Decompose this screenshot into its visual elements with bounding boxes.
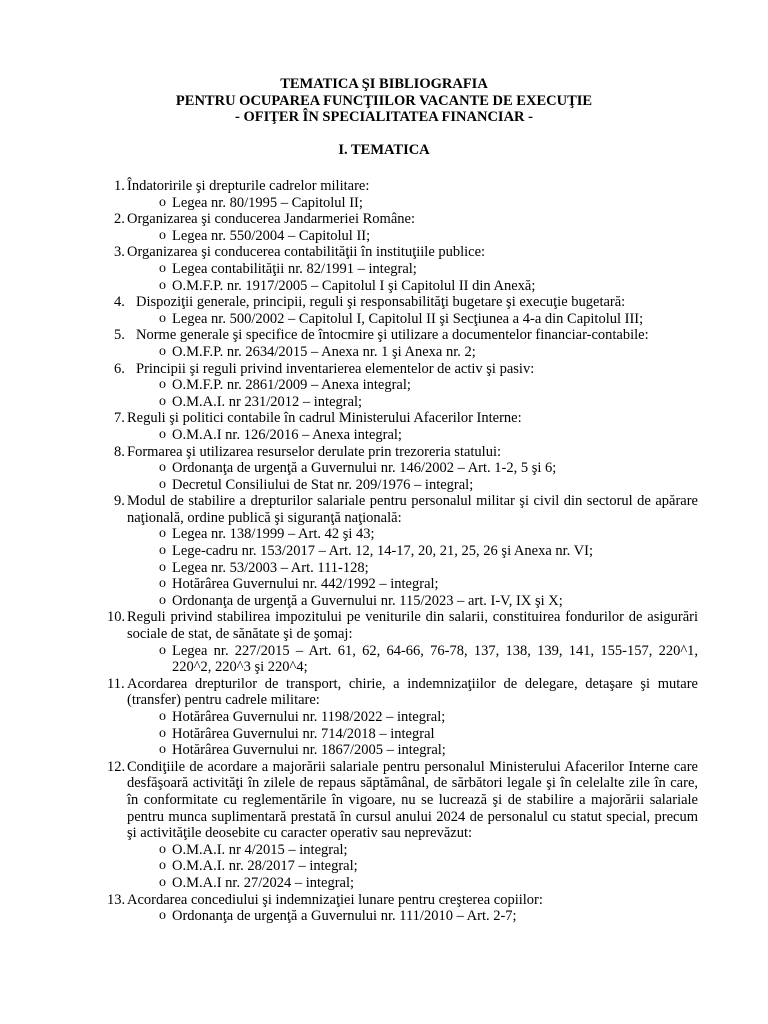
topic-list [107, 178, 698, 925]
doc-title-line-2: PENTRU OCUPAREA FUNCŢIILOR VACANTE DE EXECUŢIE [175, 93, 593, 109]
bullet-circle-icon: o [159, 908, 166, 924]
sub-item-text: Legea nr. 138/1999 – Art. 42 şi 43; [172, 526, 375, 543]
list-item [114, 361, 698, 378]
item-number: 2. [114, 211, 125, 228]
list-item: 13. Acordarea concediului şi indemnizaţiei lunare pentru creşterea copiilor: [114, 892, 698, 909]
item-number: 5. [114, 327, 125, 344]
sub-item [114, 908, 698, 925]
sub-item [114, 460, 698, 477]
sub-item-text: Legea nr. 53/2003 – Art. 111-128; [172, 559, 369, 576]
item-text: Condiţiile de acordare a majorării salariale pentru personalul Ministerului Afacerilor Interne care desfăşoară activităţi în zilele de repaus săptămânal, de sărbători legale şi în celelalte zile în care, în conformitate cu reglementările în vigoare, nu se lucrează şi de stabilire a majorării salariale pentru munca suplimentară prestată în cursul anului 2024 de personalul cu statut special, precum şi activităţile deosebite cu caracter operativ sau neprevăzut: [127, 758, 698, 842]
sub-item [114, 344, 698, 361]
sub-item [114, 576, 698, 593]
sub-item [114, 858, 698, 875]
sub-item [114, 709, 698, 726]
sub-item-text: Legea nr. 500/2002 – Capitolul I, Capitolul II şi Secţiunea a 4-a din Capitolul III; [172, 310, 644, 327]
sub-item [114, 842, 698, 859]
list-item: 10. Reguli privind stabilirea impozitului pe veniturile din salarii, constituirea fondurilor de asigurări sociale de stat, de sănătate şi de şomaj: [107, 609, 698, 643]
item-number: 9. [114, 493, 125, 510]
sub-item [114, 543, 698, 560]
sub-item-text: O.M.A.I nr. 126/2016 – Anexa integral; [172, 426, 402, 443]
sub-item-text: O.M.F.P. nr. 2634/2015 – Anexa nr. 1 şi Anexa nr. 2; [172, 343, 476, 360]
bullet-circle-icon: o [159, 393, 166, 409]
sub-item-text: Legea nr. 227/2015 – Art. 61, 62, 64-66, 76-78, 137, 138, 139, 141, 155-157, 220^1, 220^2, 220^3 şi 220^4; [172, 642, 698, 676]
bullet-circle-icon: o [159, 725, 166, 741]
bullet-circle-icon: o [159, 476, 166, 492]
sub-item-text: O.M.A.I nr. 27/2024 – integral; [172, 874, 355, 891]
item-number: 4. [114, 294, 125, 311]
sub-item [114, 278, 698, 295]
section-title: I. TEMATICA [338, 142, 430, 158]
bullet-circle-icon: o [159, 543, 166, 559]
sub-item [114, 427, 698, 444]
sub-item [114, 643, 698, 676]
item-text: Acordarea concediului şi indemnizaţiei lunare pentru creşterea copiilor: [127, 891, 543, 908]
item-text: Principii şi reguli privind inventarierea elementelor de activ şi pasiv: [136, 360, 535, 377]
item-text: Organizarea şi conducerea Jandarmeriei Române: [127, 211, 415, 228]
bullet-circle-icon: o [159, 858, 166, 874]
item-number: 6. [114, 360, 125, 377]
sub-item [114, 394, 698, 411]
sub-item [114, 228, 698, 245]
bullet-circle-icon: o [159, 260, 166, 276]
bullet-circle-icon: o [159, 592, 166, 608]
list-item: 11. Acordarea drepturilor de transport, chirie, a indemnizaţiilor de delegare, detaşare şi mutare (transfer) pentru cadrele militare: [107, 675, 698, 709]
bullet-circle-icon: o [159, 559, 166, 575]
sub-item [114, 593, 698, 610]
item-text: Reguli privind stabilirea impozitului pe veniturile din salarii, constituirea fondurilor de asigurări sociale de stat, de sănătate şi de şomaj: [127, 609, 698, 643]
list-item [114, 493, 698, 526]
sub-item-text: Ordonanţa de urgenţă a Guvernului nr. 146/2002 – Art. 1-2, 5 şi 6; [172, 460, 557, 477]
list-item [114, 178, 698, 195]
item-text: Norme generale şi specifice de întocmire şi utilizare a documentelor financiar-contabile: [136, 327, 649, 344]
doc-title-line-3: - OFIŢER ÎN SPECIALITATEA FINANCIAR - [235, 109, 533, 125]
bullet-circle-icon: o [159, 194, 166, 210]
item-number: 1. [114, 178, 125, 194]
item-number: 8. [114, 443, 125, 460]
sub-item [114, 377, 698, 394]
bullet-circle-icon: o [159, 874, 166, 890]
sub-item-text: Lege-cadru nr. 153/2017 – Art. 12, 14-17, 20, 21, 25, 26 şi Anexa nr. VI; [172, 543, 593, 560]
bullet-circle-icon: o [159, 310, 166, 326]
sub-item-text: Hotărârea Guvernului nr. 1198/2022 – integral; [172, 709, 446, 725]
bullet-circle-icon: o [159, 377, 166, 393]
sub-item-text: O.M.A.I. nr 231/2012 – integral; [172, 393, 363, 410]
item-text: Formarea şi utilizarea resurselor derulate prin trezoreria statului: [127, 443, 502, 460]
sub-item-text: Hotărârea Guvernului nr. 714/2018 – integral [172, 725, 435, 742]
list-item: 12. Condiţiile de acordare a majorării salariale pentru personalul Ministerului Afacerilor Interne care desfăşoară activităţi în zilele de repaus săptămânal, de sărbători legale şi în celelalte zile în care, în conformitate cu reglementările în vigoare, nu se lucrează şi de stabilire a majorării salariale pentru munca suplimentară prestată în cursul anului 2024 de personalul cu statut special, precum şi activităţile deosebite cu caracter operativ sau neprevăzut: [107, 758, 698, 842]
item-text: Dispoziţii generale, principii, reguli şi responsabilităţi bugetare şi execuţie bugetară: [136, 294, 626, 311]
sub-item-text: Legea contabilităţii nr. 82/1991 – integral; [172, 260, 417, 277]
sub-item-text: O.M.F.P. nr. 2861/2009 – Anexa integral; [172, 377, 411, 394]
sub-item [114, 742, 698, 759]
doc-title-line-1: TEMATICA ŞI BIBLIOGRAFIA [280, 76, 488, 92]
list-item [114, 244, 698, 261]
sub-item-text: Decretul Consiliului de Stat nr. 209/1976 – integral; [172, 476, 474, 493]
sub-item [114, 477, 698, 494]
sub-item-text: Ordonanţa de urgenţă a Guvernului nr. 111/2010 – Art. 2-7; [172, 908, 517, 925]
sub-item [114, 261, 698, 278]
item-text: Acordarea drepturilor de transport, chirie, a indemnizaţiilor de delegare, detaşare şi mutare (transfer) pentru cadrele militare: [127, 675, 698, 709]
bullet-circle-icon: o [159, 426, 166, 442]
sub-item [114, 311, 698, 328]
sub-item [114, 526, 698, 543]
list-item [114, 444, 698, 461]
bullet-circle-icon: o [159, 709, 166, 724]
sub-item-text: O.M.A.I. nr. 28/2017 – integral; [172, 858, 358, 875]
bullet-circle-icon: o [159, 526, 166, 542]
bullet-circle-icon: o [159, 742, 166, 758]
item-text: Reguli şi politici contabile în cadrul Ministerului Afacerilor Interne: [127, 410, 522, 427]
item-number: 7. [114, 410, 125, 427]
list-item [114, 410, 698, 427]
sub-item-text: Legea nr. 550/2004 – Capitolul II; [172, 227, 371, 244]
sub-item-text: Hotărârea Guvernului nr. 442/1992 – integral; [172, 576, 439, 593]
bullet-circle-icon: o [159, 460, 166, 476]
bullet-circle-icon: o [159, 343, 166, 359]
item-text: Modul de stabilire a drepturilor salariale pentru personalul militar şi civil din sectorul de apărare naţională, ordine publică şi siguranţă naţională: [127, 493, 698, 526]
item-text: Organizarea şi conducerea contabilităţii în instituţiile publice: [127, 244, 486, 261]
list-item [114, 294, 698, 311]
bullet-circle-icon: o [159, 841, 166, 857]
sub-item [114, 195, 698, 212]
sub-item [114, 875, 698, 892]
item-text: Îndatoririle şi drepturile cadrelor militare: [127, 178, 370, 194]
sub-item-text: Legea nr. 80/1995 – Capitolul II; [172, 194, 363, 211]
bullet-circle-icon: o [159, 576, 166, 592]
sub-item [114, 560, 698, 577]
list-item [114, 327, 698, 344]
sub-item [114, 726, 698, 743]
bullet-circle-icon: o [159, 227, 166, 243]
sub-item-text: O.M.F.P. nr. 1917/2005 – Capitolul I şi Capitolul II din Anexă; [172, 277, 536, 294]
sub-item-text: Ordonanţa de urgenţă a Guvernului nr. 115/2023 – art. I-V, IX şi X; [172, 592, 563, 609]
item-number: 3. [114, 244, 125, 261]
list-item [114, 211, 698, 228]
sub-item-text: Hotărârea Guvernului nr. 1867/2005 – integral; [172, 742, 446, 759]
bullet-circle-icon: o [159, 642, 166, 658]
sub-item-text: O.M.A.I. nr 4/2015 – integral; [172, 841, 348, 858]
bullet-circle-icon: o [159, 277, 166, 293]
